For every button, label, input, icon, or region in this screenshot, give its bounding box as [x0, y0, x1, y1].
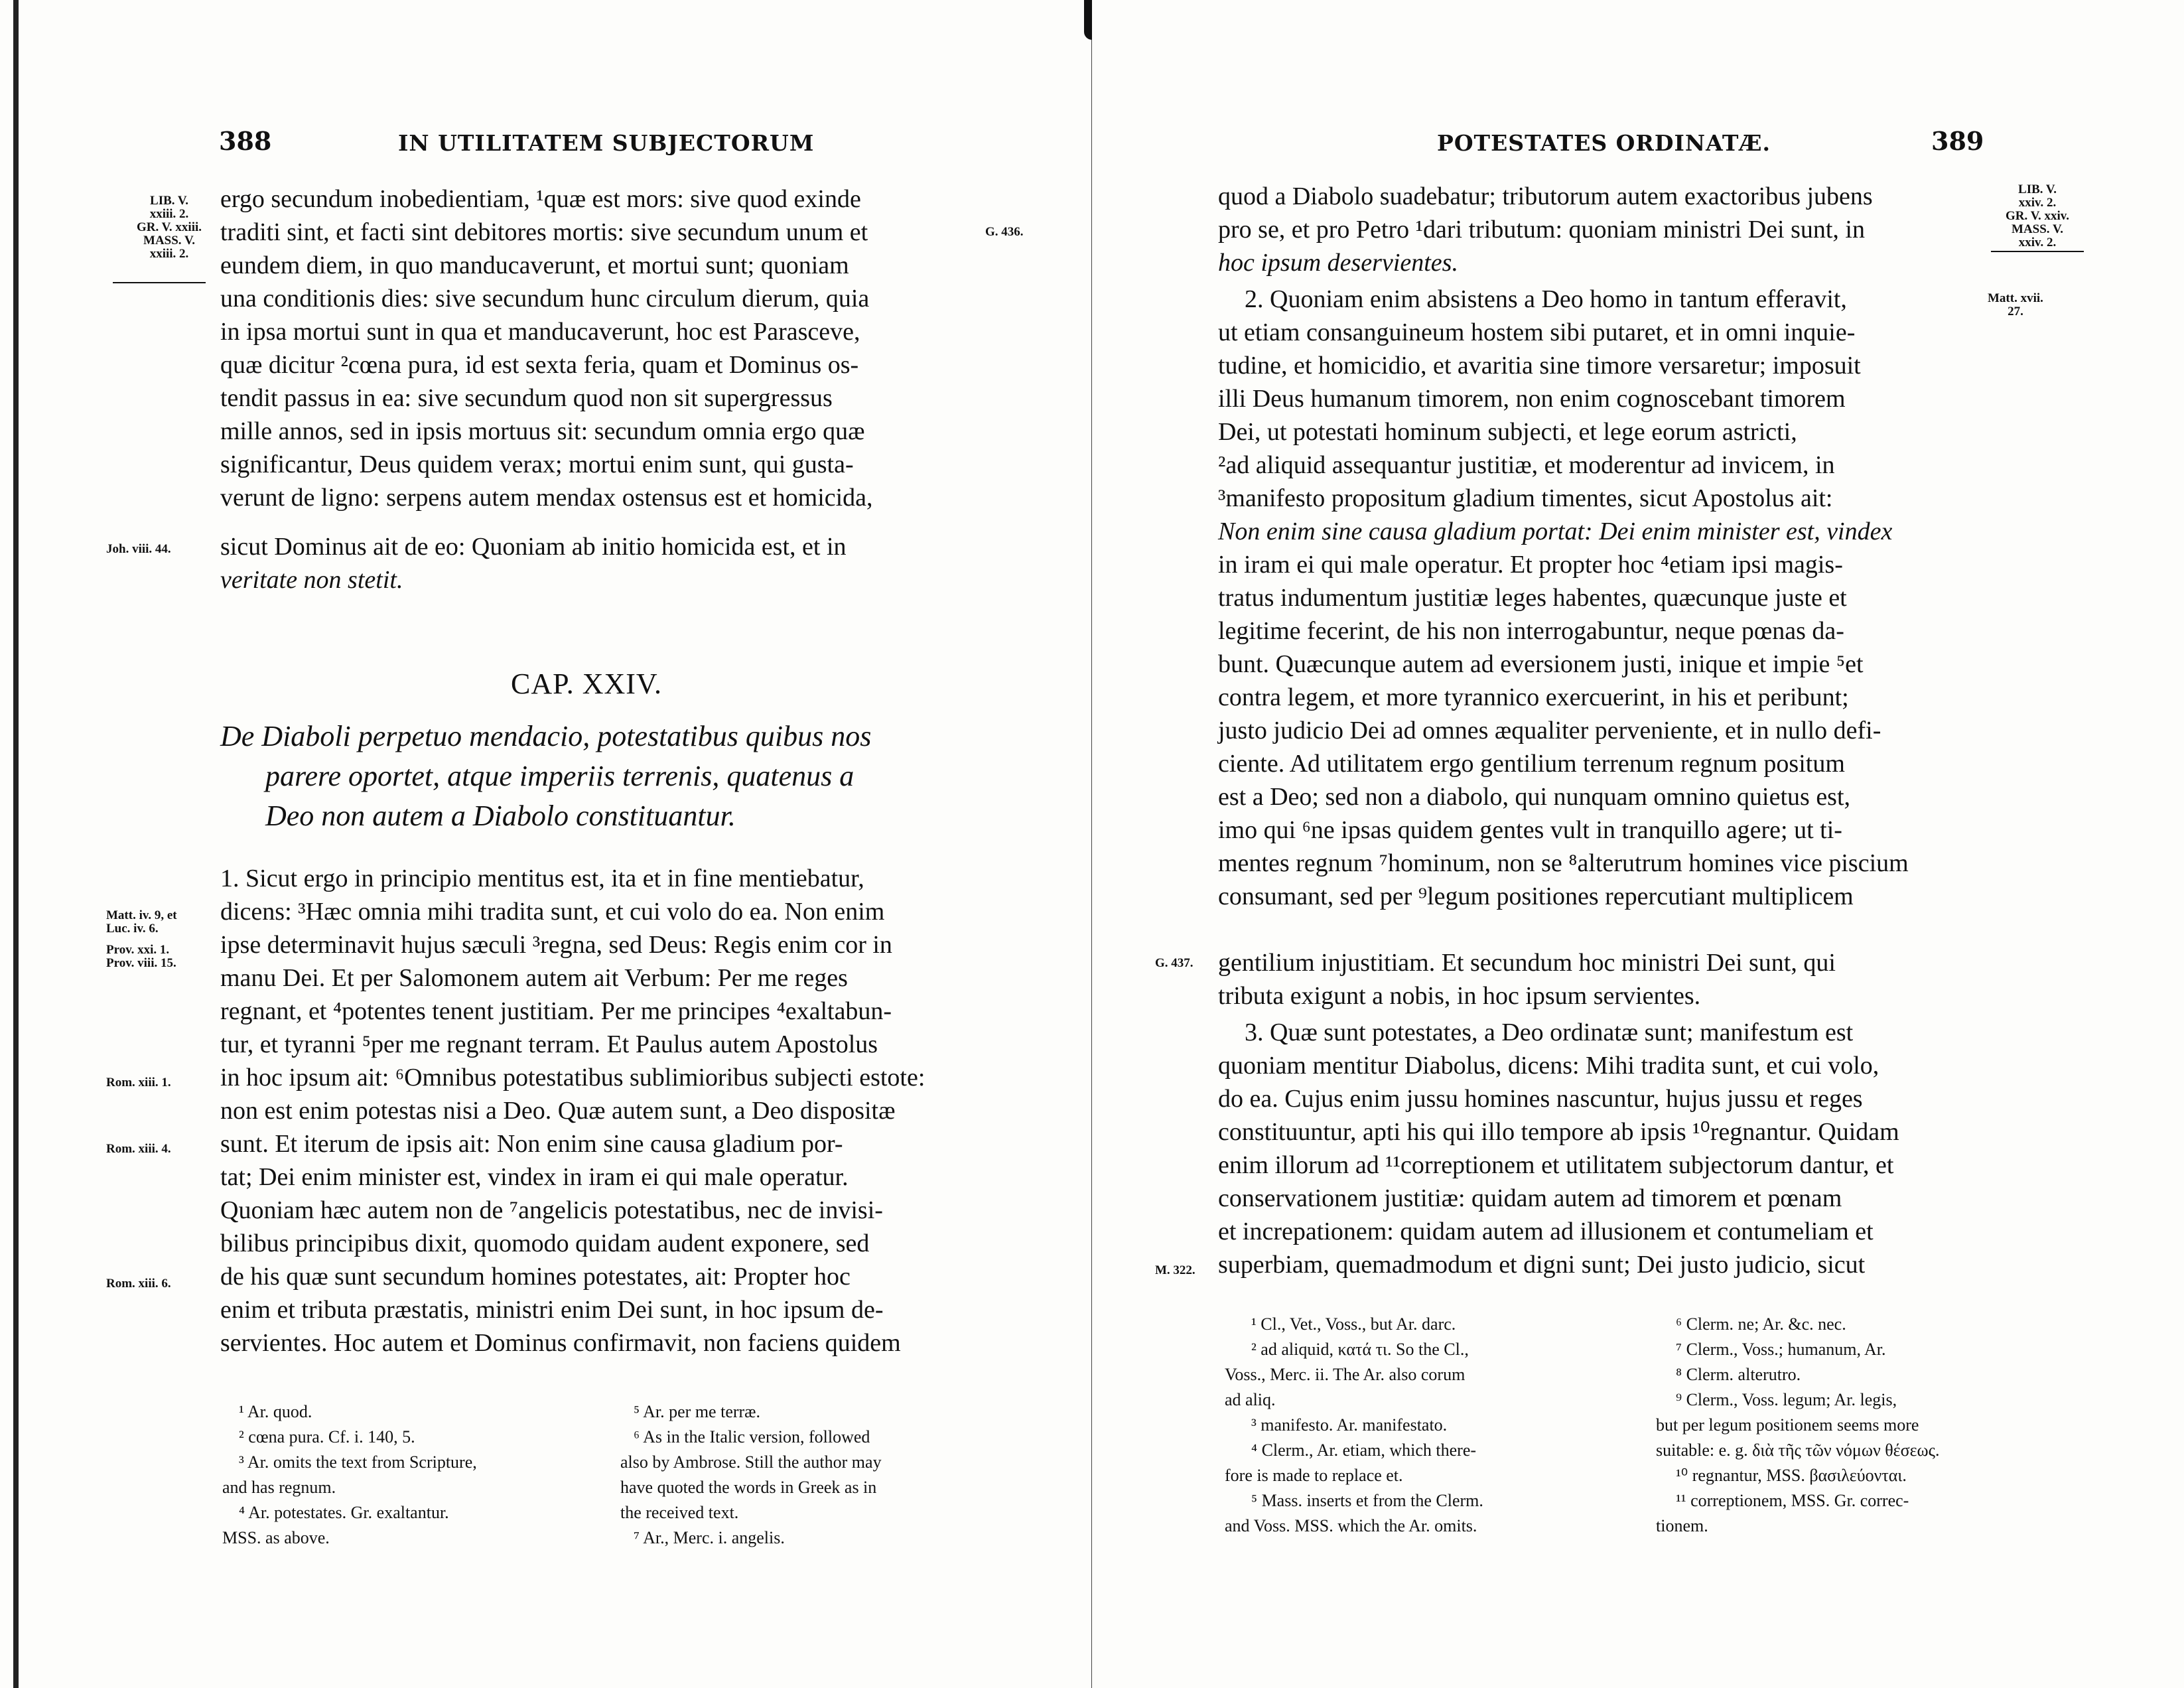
- body-line: hoc ipsum deservientes.: [1218, 249, 1458, 277]
- footnote-line: ⁶ As in the Italic version, followed: [634, 1427, 870, 1446]
- footnote-line: suitable: e. g. διὰ τῆς τῶν νόμων θέσεως.: [1656, 1441, 1940, 1460]
- footnote-line: ⁸ Clerm. alterutro.: [1676, 1365, 1801, 1384]
- right-page: [1092, 0, 2184, 1688]
- margin-prov21: Prov. xxi. 1.: [106, 943, 170, 957]
- running-head-right: POTESTATES ORDINATÆ.: [1437, 130, 1771, 156]
- body-line: verunt de ligno: serpens autem mendax ostensus est et homicida,: [220, 484, 873, 512]
- body-line: ut etiam consanguineum hostem sibi putaret, et in omni inquie-: [1218, 318, 1856, 346]
- margin-rom1: Rom. xiii. 1.: [106, 1076, 171, 1090]
- body-line: in ipsa mortui sunt in qua et manducaverunt, hoc est Parasceve,: [220, 318, 860, 346]
- body-line: de his quæ sunt secundum homines potestates, ait: Propter hoc: [220, 1263, 851, 1291]
- footnote-line: ⁹ Clerm., Voss. legum; Ar. legis,: [1676, 1390, 1897, 1409]
- body-line: est a Deo; sed non a diabolo, qui nunquam omnino quietus est,: [1218, 783, 1851, 811]
- body-line: traditi sint, et facti sint debitores mortis: sive secundum unum et: [220, 218, 868, 246]
- footnote-line: ⁵ Mass. inserts et from the Clerm.: [1251, 1491, 1483, 1510]
- footnote-line: ⁷ Clerm., Voss.; humanum, Ar.: [1676, 1340, 1886, 1359]
- body-line: non est enim potestas nisi a Deo. Quæ autem sunt, a Deo dispositæ: [220, 1097, 896, 1125]
- footnote-line: and Voss. MSS. which the Ar. omits.: [1225, 1516, 1477, 1535]
- body-line: ciente. Ad utilitatem ergo gentilium terrenum regnum positum: [1218, 750, 1845, 778]
- footnote-line: also by Ambrose. Still the author may: [620, 1452, 882, 1472]
- footnote-line: ¹ Cl., Vet., Voss., but Ar. darc.: [1251, 1314, 1456, 1334]
- body-line: enim illorum ad ¹¹correptionem et utilitatem subjectorum dantur, et: [1218, 1151, 1894, 1179]
- body-line: servientes. Hoc autem et Dominus confirmavit, non faciens quidem: [220, 1329, 901, 1357]
- margin-rom4: Rom. xiii. 4.: [106, 1142, 171, 1156]
- body-line: bilibus principibus dixit, quomodo quidam audent exponere, sed: [220, 1230, 870, 1257]
- body-line: quoniam mentitur Diabolus, dicens: Mihi tradita sunt, et cui volo,: [1218, 1052, 1879, 1080]
- body-line: ³manifesto propositum gladium timentes, sicut Apostolus ait:: [1218, 484, 1833, 512]
- body-line: superbiam, quemadmodum et digni sunt; Dei justo judicio, sicut: [1218, 1251, 1866, 1279]
- footnote-line: Voss., Merc. ii. The Ar. also corum: [1225, 1365, 1466, 1384]
- body-line: tendit passus in ea: sive secundum quod non sit supergressus: [220, 384, 833, 412]
- body-line: in iram ei qui male operatur. Et propter hoc ⁴etiam ipsi magis-: [1218, 551, 1843, 579]
- margin-luc: Luc. iv. 6.: [106, 922, 159, 936]
- body-line: eundem diem, in quo manducaverunt, et mortui sunt; quoniam: [220, 251, 849, 279]
- chapter-subtitle-line: Deo non autem a Diabolo constituantur.: [265, 800, 736, 832]
- footnote-line: ² cœna pura. Cf. i. 140, 5.: [239, 1427, 415, 1446]
- body-line: pro se, et pro Petro ¹dari tributum: quoniam ministri Dei sunt, in: [1218, 216, 1865, 244]
- body-line: tudine, et homicidio, et avaritia sine timore versaretur; imposuit: [1218, 352, 1861, 380]
- margin-rule: [113, 282, 206, 283]
- margin-matt: Matt. iv. 9, et: [106, 908, 177, 922]
- margin-g437: G. 437.: [1155, 956, 1194, 970]
- page-number-left: 388: [219, 126, 272, 156]
- footnote-line: ⁶ Clerm. ne; Ar. &c. nec.: [1676, 1314, 1846, 1334]
- body-line: enim et tributa præstatis, ministri enim Dei sunt, in hoc ipsum de-: [220, 1296, 884, 1324]
- body-line: ipse determinavit hujus sæculi ³regna, sed Deus: Regis enim cor in: [220, 931, 892, 959]
- footnote-line: ⁷ Ar., Merc. i. angelis.: [634, 1528, 785, 1547]
- footnote-line: ³ Ar. omits the text from Scripture,: [239, 1452, 477, 1472]
- margin-rule: [1991, 251, 2084, 252]
- body-line: constituuntur, apti his qui illo tempore ab ipsis ¹⁰regnantur. Quidam: [1218, 1118, 1899, 1146]
- margin-lib-ref-left: LIB. V. xxiii. 2. GR. V. xxiii. MASS. V. xxiii. 2.: [136, 194, 202, 261]
- body-line: imo qui ⁶ne ipsas quidem gentes vult in tranquillo agere; ut ti-: [1218, 816, 1842, 844]
- footnote-line: ² ad aliquid, κατά τι. So the Cl.,: [1251, 1340, 1469, 1359]
- body-line: mentes regnum ⁷hominum, non se ⁸alterutrum homines vice piscium: [1218, 849, 1909, 877]
- body-line: in hoc ipsum ait: ⁶Omnibus potestatibus sublimioribus subjecti estote:: [220, 1064, 925, 1091]
- chapter-subtitle-line: De Diaboli perpetuo mendacio, potestatibus quibus nos: [220, 720, 872, 752]
- margin-lib-ref-right: LIB. V. xxiv. 2. GR. V. xxiv. MASS. V. xxiv. 2.: [2006, 182, 2069, 249]
- footnote-line: have quoted the words in Greek as in: [620, 1478, 877, 1497]
- footnote-line: ⁴ Clerm., Ar. etiam, which there-: [1251, 1441, 1477, 1460]
- margin-joh: Joh. viii. 44.: [106, 542, 171, 556]
- body-line: do ea. Cujus enim jussu homines nascuntur, hujus jussu et reges: [1218, 1085, 1863, 1113]
- footnote-line: ⁵ Ar. per me terræ.: [634, 1402, 761, 1421]
- margin-m322: M. 322.: [1155, 1263, 1195, 1277]
- body-line: consumant, sed per ⁹legum positiones repercutiant multiplicem: [1218, 882, 1854, 910]
- body-line: significantur, Deus quidem verax; mortui enim sunt, qui gusta-: [220, 451, 854, 478]
- footnote-line: the received text.: [620, 1503, 739, 1522]
- footnote-line: ⁴ Ar. potestates. Gr. exaltantur.: [239, 1503, 449, 1522]
- body-line: dicens: ³Hæc omnia mihi tradita sunt, et cui volo do ea. Non enim: [220, 898, 885, 926]
- footnote-line: but per legum positionem seems more: [1656, 1415, 1919, 1435]
- body-line: tributa exigunt a nobis, in hoc ipsum servientes.: [1218, 982, 1701, 1010]
- footnote-line: fore is made to replace et.: [1225, 1466, 1403, 1485]
- footnote-line: ¹ Ar. quod.: [239, 1402, 312, 1421]
- footnote-line: ¹¹ correptionem, MSS. Gr. correc-: [1676, 1491, 1909, 1510]
- body-line: Dei, ut potestati hominum subjecti, et lege eorum astricti,: [1218, 418, 1797, 446]
- body-line: justo judicio Dei ad omnes æqualiter perveniente, et in nullo defi-: [1218, 717, 1881, 744]
- body-line: quod a Diabolo suadebatur; tributorum autem exactoribus jubens: [1218, 182, 1873, 210]
- chapter-title: CAP. XXIV.: [511, 668, 663, 700]
- body-line: ergo secundum inobedientiam, ¹quæ est mors: sive quod exinde: [220, 185, 861, 213]
- body-line: mille annos, sed in ipsis mortuus sit: secundum omnia ergo quæ: [220, 417, 865, 445]
- footnote-line: and has regnum.: [222, 1478, 336, 1497]
- body-line: una conditionis dies: sive secundum hunc circulum dierum, quia: [220, 285, 870, 313]
- footnote-line: ³ manifesto. Ar. manifestato.: [1251, 1415, 1448, 1435]
- page-edge-shadow: [13, 0, 19, 1688]
- body-line: contra legem, et more tyrannico exercuerint, in his et peribunt;: [1218, 683, 1849, 711]
- margin-prov8: Prov. viii. 15.: [106, 956, 176, 970]
- body-line: 1. Sicut ergo in principio mentitus est, ita et in fine mentiebatur,: [220, 865, 864, 892]
- body-line: sicut Dominus ait de eo: Quoniam ab initio homicida est, et in: [220, 533, 847, 561]
- running-head-left: IN UTILITATEM SUBJECTORUM: [398, 130, 815, 156]
- margin-rom6: Rom. xiii. 6.: [106, 1277, 171, 1291]
- body-line: conservationem justitiæ: quidam autem ad timorem et pœnam: [1218, 1184, 1842, 1212]
- body-line: veritate non stetit.: [220, 566, 403, 594]
- body-line: ²ad aliquid assequantur justitiæ, et moderentur ad invicem, in: [1218, 451, 1835, 479]
- body-line: Quoniam hæc autem non de ⁷angelicis potestatibus, nec de invisi-: [220, 1196, 883, 1224]
- body-line: tratus indumentum justitiæ leges habentes, quæcunque juste et: [1218, 584, 1847, 612]
- chapter-subtitle-line: parere oportet, atque imperiis terrenis, quatenus a: [265, 760, 854, 792]
- body-line: tur, et tyranni ⁵per me regnant terram. Et Paulus autem Apostolus: [220, 1030, 878, 1058]
- body-line: gentilium injustitiam. Et secundum hoc ministri Dei sunt, qui: [1218, 949, 1836, 977]
- body-line: bunt. Quæcunque autem ad eversionem justi, inique et impie ⁵et: [1218, 650, 1864, 678]
- body-line: illi Deus humanum timorem, non enim cognoscebant timorem: [1218, 385, 1846, 413]
- body-line: manu Dei. Et per Salomonem autem ait Verbum: Per me reges: [220, 964, 848, 992]
- margin-g436: G. 436.: [985, 225, 1024, 239]
- footnote-line: tionem.: [1656, 1516, 1708, 1535]
- body-line: quæ dicitur ²cœna pura, id est sexta feria, quam et Dominus os-: [220, 351, 859, 379]
- body-line: tat; Dei enim minister est, vindex in iram ei qui male operatur.: [220, 1163, 849, 1191]
- body-line: Non enim sine causa gladium portat: Dei enim minister est, vindex: [1218, 518, 1893, 545]
- body-line: 2. Quoniam enim absistens a Deo homo in tantum efferavit,: [1245, 285, 1847, 313]
- margin-matt-right: Matt. xvii. 27.: [1988, 291, 2043, 318]
- page-number-right: 389: [1931, 126, 1984, 156]
- body-line: 3. Quæ sunt potestates, a Deo ordinatæ sunt; manifestum est: [1245, 1019, 1854, 1046]
- footnote-line: ad aliq.: [1225, 1390, 1276, 1409]
- footnote-line: MSS. as above.: [222, 1528, 330, 1547]
- body-line: legitime fecerint, de his non interrogabuntur, neque pœnas da-: [1218, 617, 1844, 645]
- body-line: regnant, et ⁴potentes tenent justitiam. Per me principes ⁴exaltabun-: [220, 997, 892, 1025]
- footnote-line: ¹⁰ regnantur, MSS. βασιλεύονται.: [1676, 1466, 1907, 1485]
- body-line: sunt. Et iterum de ipsis ait: Non enim sine causa gladium por-: [220, 1130, 843, 1158]
- body-line: et increpationem: quidam autem ad illusionem et contumeliam et: [1218, 1218, 1874, 1245]
